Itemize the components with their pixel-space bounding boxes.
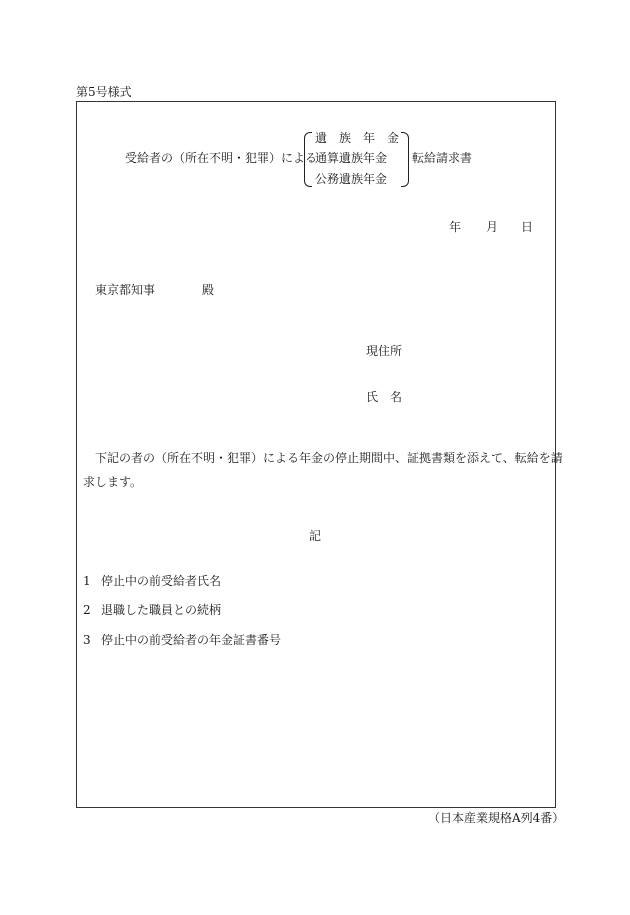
name-label: 氏 名 — [366, 390, 403, 404]
title-option-tsusan-izoku-nenkin: 通算遺族年金 — [315, 151, 388, 165]
title-prefix: 受給者の（所在不明・犯罪）による — [125, 151, 318, 165]
date-year-label: 年 — [449, 220, 462, 234]
addressee-name: 東京都知事 — [95, 283, 156, 297]
item-2-number: 2 — [83, 603, 91, 617]
title-option-komu-izoku-nenkin: 公務遺族年金 — [315, 172, 388, 186]
date-month-label: 月 — [486, 220, 499, 234]
item-3-number: 3 — [83, 633, 91, 647]
date-day-label: 日 — [521, 220, 534, 234]
left-brace — [304, 132, 312, 187]
item-3-text: 停止中の前受給者の年金証書番号 — [101, 633, 282, 647]
form-number: 第5号様式 — [76, 85, 132, 99]
address-label: 現住所 — [366, 344, 403, 358]
addressee-honorific: 殿 — [202, 283, 215, 297]
title-option-izoku-nenkin: 遺 族 年 金 — [315, 131, 400, 145]
item-1-number: 1 — [83, 574, 91, 588]
item-2-text: 退職した職員との続柄 — [101, 603, 222, 617]
body-line-2: 求します。 — [83, 475, 143, 489]
body-line-1: 下記の者の（所在不明・犯罪）による年金の停止期間中、証拠書類を添えて、転給を請 — [95, 451, 563, 465]
title-suffix: 転給請求書 — [412, 151, 473, 165]
ki-heading: 記 — [309, 529, 322, 543]
item-1-text: 停止中の前受給者氏名 — [101, 574, 222, 588]
right-brace — [401, 132, 409, 187]
paper-size-note: （日本産業規格A列4番） — [428, 811, 565, 825]
